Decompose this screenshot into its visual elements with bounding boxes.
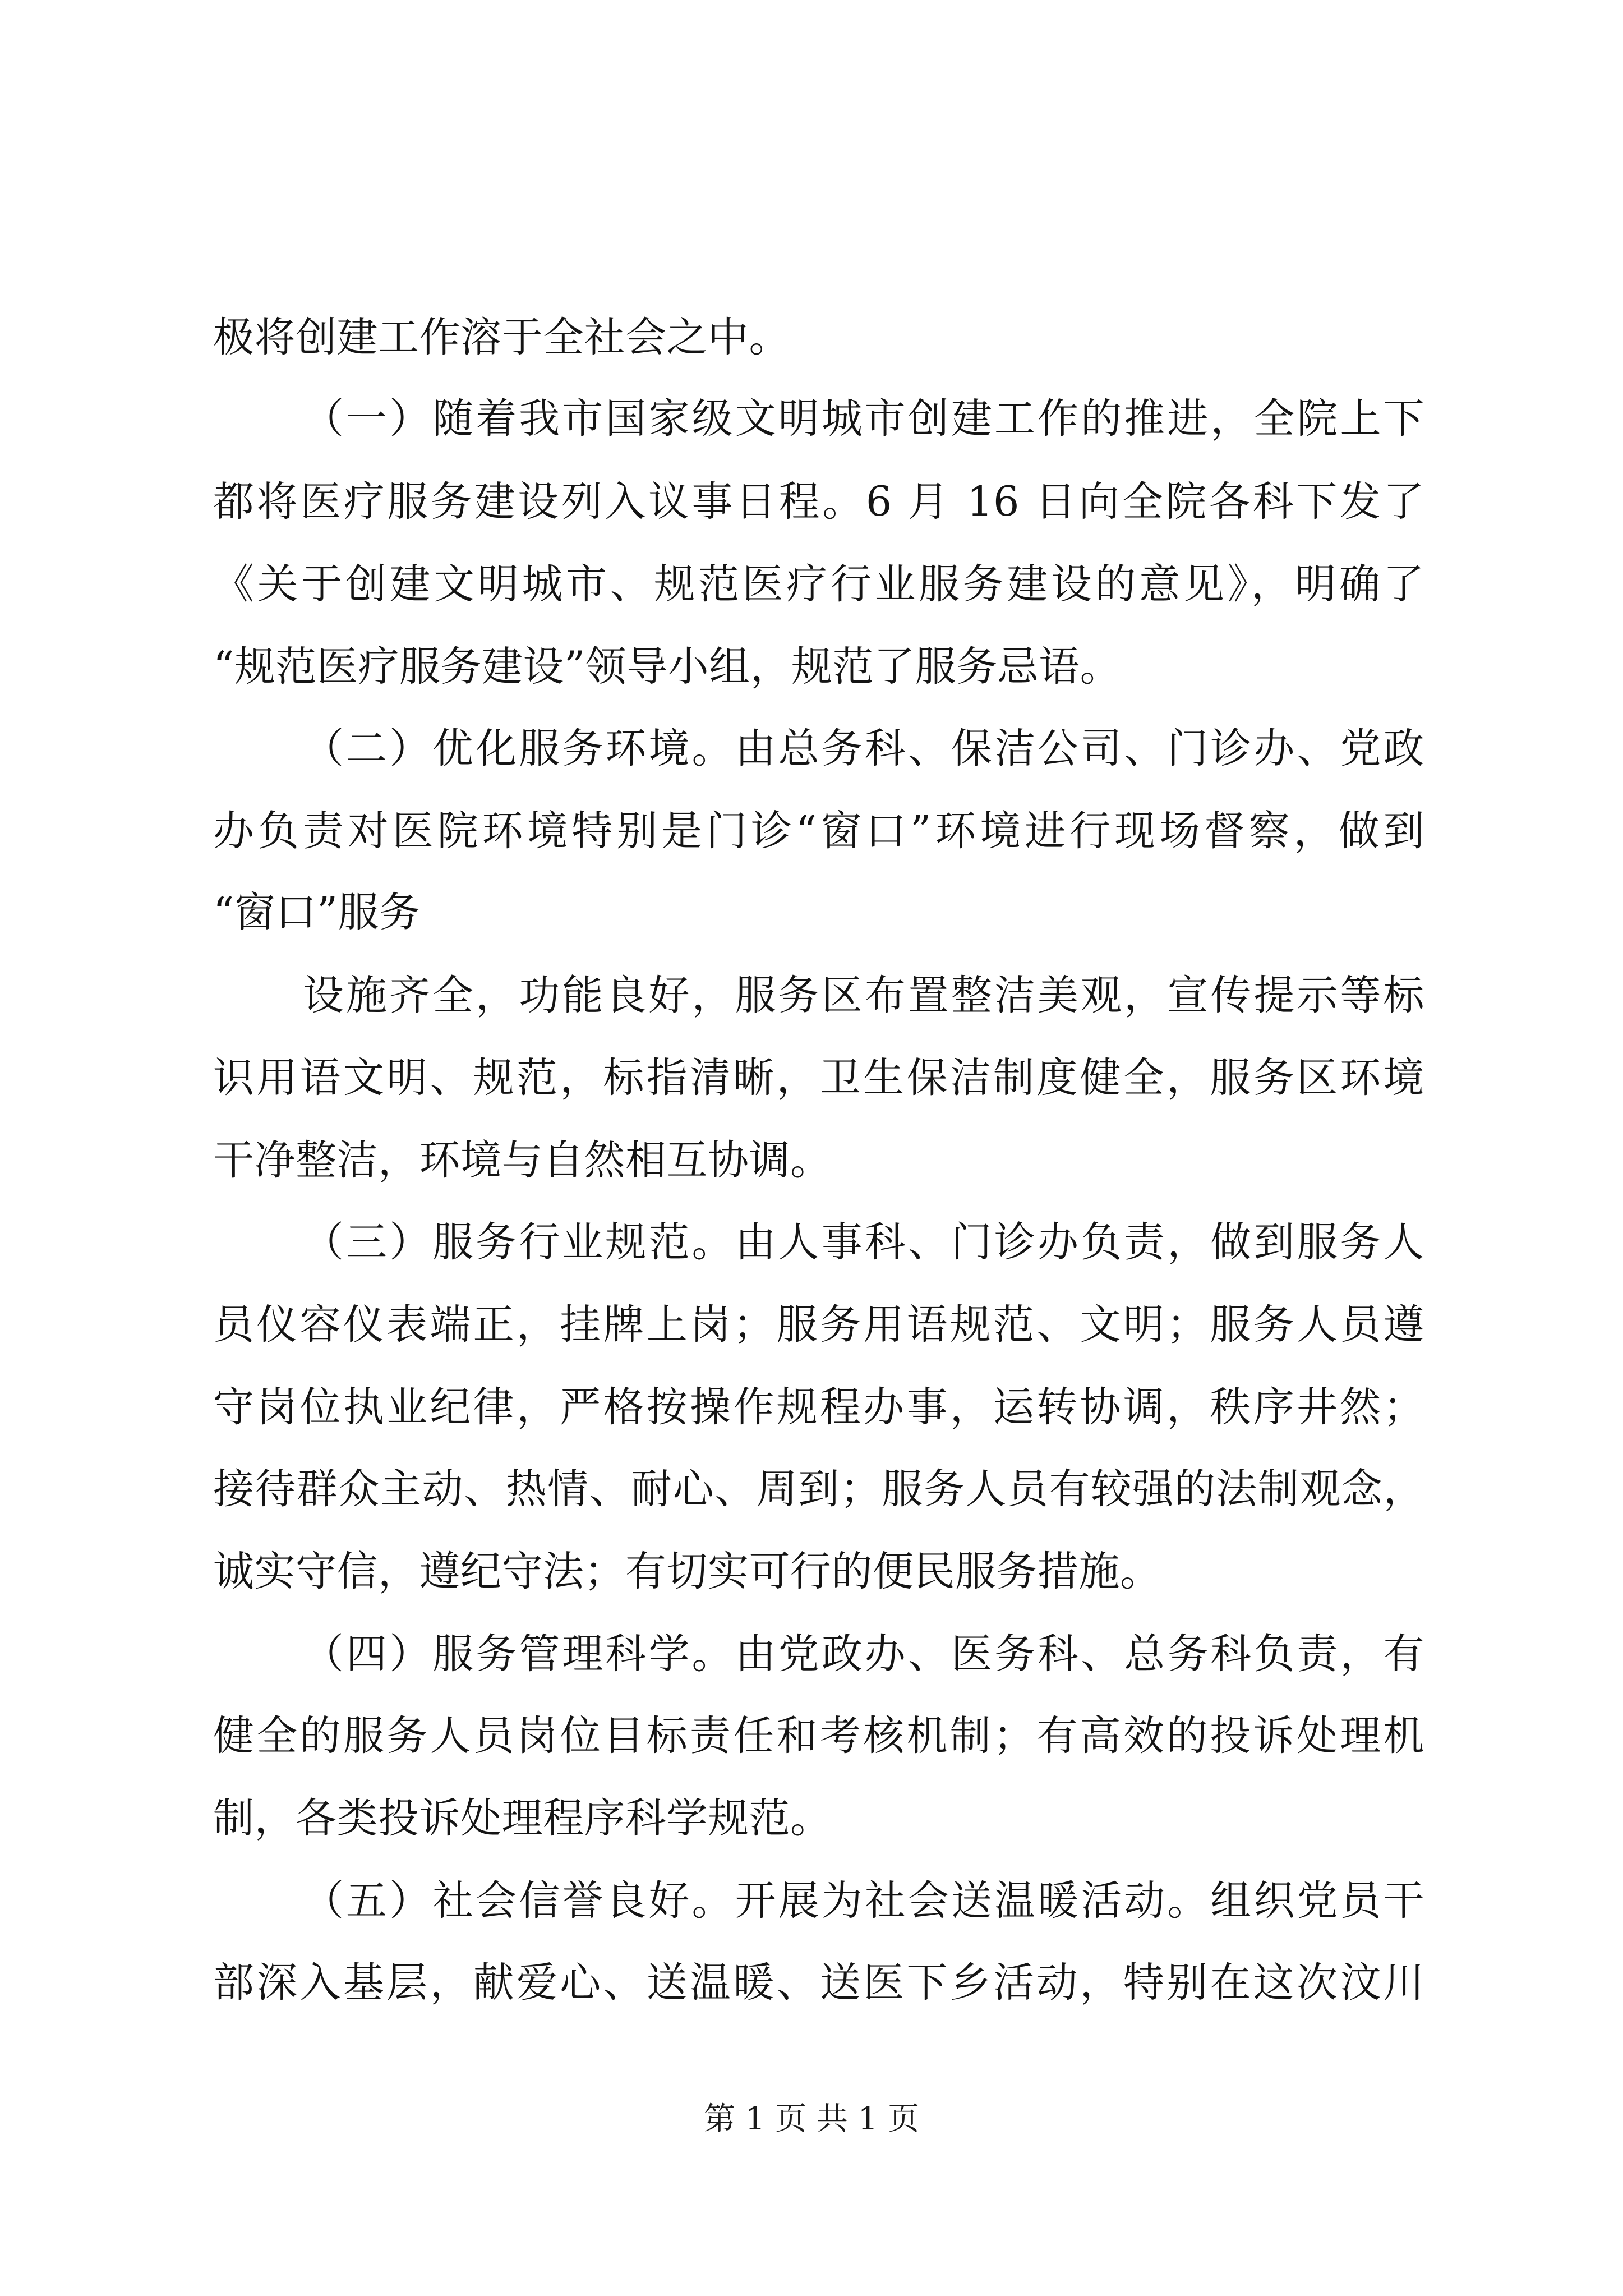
text-line: 设施齐全，功能良好，服务区布置整洁美观，宣传提示等标 xyxy=(303,972,1424,1019)
text-line: 接待群众主动、热情、耐心、周到；服务人员有较强的法制观念， xyxy=(213,1465,1424,1513)
text-line: 办负责对医院环境特别是门诊“窗口”环境进行现场督察，做到 xyxy=(213,807,1424,855)
text-line: （一）随着我市国家级文明城市创建工作的推进，全院上下 xyxy=(303,395,1424,443)
text-line: “规范医疗服务建设”领导小组，规范了服务忌语。 xyxy=(213,643,1122,691)
text-line: 制，各类投诉处理程序科学规范。 xyxy=(213,1795,832,1842)
text-line: 守岗位执业纪律，严格按操作规程办事，运转协调，秩序井然； xyxy=(213,1383,1424,1431)
text-line: 健全的服务人员岗位目标责任和考核机制；有高效的投诉处理机 xyxy=(213,1712,1424,1760)
text-line: 都将医疗服务建设列入议事日程。6 月 16 日向全院各科下发了 xyxy=(213,478,1424,526)
text-line: 识用语文明、规范，标指清晰，卫生保洁制度健全，服务区环境 xyxy=(213,1054,1424,1102)
text-line: 部深入基层，献爱心、送温暖、送医下乡活动，特别在这次汶川 xyxy=(213,1959,1424,2007)
text-line: （五）社会信誉良好。开展为社会送温暖活动。组织党员干 xyxy=(303,1877,1424,1925)
text-line: 干净整洁，环境与自然相互协调。 xyxy=(213,1137,832,1184)
text-line: （二）优化服务环境。由总务科、保洁公司、门诊办、党政 xyxy=(303,725,1424,772)
text-line: （四）服务管理科学。由党政办、医务科、总务科负责，有 xyxy=(303,1630,1424,1678)
text-line: 《关于创建文明城市、规范医疗行业服务建设的意见》，明确了 xyxy=(213,560,1424,608)
text-line: “窗口”服务 xyxy=(213,889,421,936)
text-line: 极将创建工作溶于全社会之中。 xyxy=(213,314,790,361)
text-line: 员仪容仪表端正，挂牌上岗；服务用语规范、文明；服务人员遵 xyxy=(213,1301,1424,1349)
text-line: （三）服务行业规范。由人事科、门诊办负责，做到服务人 xyxy=(303,1218,1424,1266)
page-footer: 第 1 页 共 1 页 xyxy=(703,2101,920,2137)
text-line: 诚实守信，遵纪守法；有切实可行的便民服务措施。 xyxy=(213,1548,1161,1595)
